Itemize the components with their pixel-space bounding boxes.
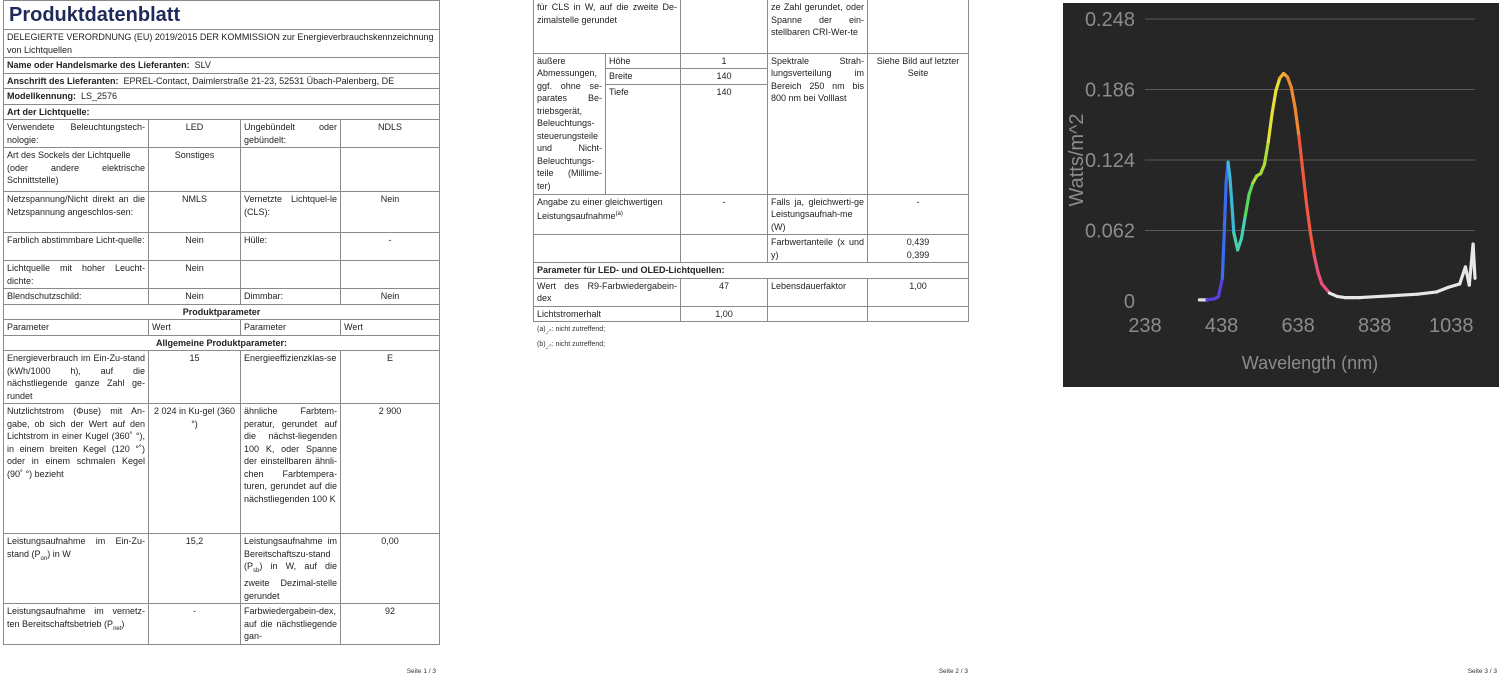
footnote-mark: (b)	[537, 341, 546, 348]
standby-power-text2: ) in W, auf die zweite Dezimal-stelle gerundet	[244, 561, 337, 601]
cap-type-label	[4, 148, 149, 192]
net-standby-value: -	[149, 604, 241, 645]
col-header-parameter: Parameter	[241, 320, 341, 336]
footnote-a	[537, 326, 605, 335]
tech-label: Verwendete Beleuchtungstech-nologie:	[4, 120, 149, 148]
page-number: Seite 2 / 3	[938, 668, 968, 675]
energy-class-value: E	[341, 351, 440, 404]
spectral-distribution-label: Spektrale Strah-lungsverteilung im Bereich 250 nm bis 800 nm bei Volllast	[768, 53, 868, 194]
mains-label: Netzspannung/Nicht direkt an die Netzspannung angeschlos-sen:	[4, 192, 149, 233]
address-value: EPREL-Contact, Daimlerstraße 21-23, 52531 Übach-Palenberg, DE	[123, 75, 395, 86]
spectrum-segment	[1360, 296, 1379, 297]
y-tick-label: 0.248	[1084, 9, 1135, 31]
spectrum-segment	[1241, 216, 1245, 239]
high-luminance-value: Nein	[149, 261, 241, 289]
supplier-row	[4, 58, 440, 74]
spectrum-segment	[1310, 233, 1314, 256]
model-label: Modellkennung:	[7, 91, 76, 101]
energy-consumption-value: 15	[149, 351, 241, 404]
equivalent-power-value: -	[681, 194, 768, 235]
footnote-sub: „-“	[545, 329, 552, 336]
dimmable-label: Dimmbar:	[241, 289, 341, 305]
x-tick-label: 638	[1281, 315, 1315, 337]
cap-type-value: Sonstiges	[149, 148, 241, 192]
net-standby-text: Leistungsaufnahme im vernetz-ten Bereitschaftsbetrieb (P	[7, 606, 145, 629]
equivalent-power-label	[534, 194, 681, 235]
x-tick-label: 438	[1204, 315, 1239, 337]
x-tick-label: 838	[1358, 315, 1392, 337]
spectrum-segment	[1249, 183, 1253, 194]
mains-value: NMLS	[149, 192, 241, 233]
spectral-distribution-value: Siehe Bild auf letzter Seite	[868, 53, 969, 194]
equivalent-power-w-value: -	[868, 194, 969, 235]
spectrum-segment	[1287, 77, 1291, 87]
empty-cell	[681, 0, 768, 53]
on-mode-power-label	[4, 534, 149, 604]
supplier-value: SLV	[194, 60, 211, 70]
spectrum-segment	[1303, 170, 1307, 204]
dim-height-label: Höhe	[606, 53, 681, 69]
luminous-flux-label: Nutzlichtstrom (Φuse) mit An-gabe, ob sich der Wert auf den Lichtstrom in einer Kugel (360˚ °), in einem breiten Kegel (120 °˚) oder in einem schmalen Kegel (90˚ °) bezieht	[4, 404, 149, 534]
y-tick-label: 0	[1123, 291, 1135, 313]
cri-value: 92	[341, 604, 440, 645]
model-row	[4, 89, 440, 105]
equivalent-power-w-label: Falls ja, gleichwerti-ge Leistungsaufnah-me (W)	[768, 194, 868, 235]
spectrum-segment	[1437, 287, 1448, 292]
cap-type-line1: Art des Sockels der Lichtquelle	[7, 150, 131, 160]
spectrum-segment	[1314, 256, 1318, 273]
lumen-maintenance-label: Lichtstromerhalt	[534, 306, 681, 322]
directional-value: NDLS	[341, 120, 440, 148]
luminous-flux-value: 2 024 in Ku-gel (360 °)	[149, 404, 241, 534]
spectrum-segment	[1230, 178, 1232, 204]
directional-label: Ungebündelt oder gebündelt:	[241, 120, 341, 148]
empty-cell	[341, 148, 440, 192]
r9-value: 47	[681, 278, 768, 306]
spectrum-segment	[1322, 284, 1330, 293]
energy-class-label: Energieeffizienzklas-se	[241, 351, 341, 404]
net-standby-label	[4, 604, 149, 645]
spectrum-segment	[1473, 244, 1475, 278]
x-axis-label: Wavelength (nm)	[1241, 353, 1379, 373]
on-mode-power-unit: ) in W	[47, 548, 71, 559]
x-tick-label: 1038	[1429, 315, 1474, 337]
cct-value: 2 900	[341, 404, 440, 534]
x-tick-label: 238	[1128, 315, 1162, 337]
cct-label: ähnliche Farbtem-peratur, gerundet auf die nächst-liegenden 100 K, oder Spanne der einstellbaren ähnli-chen Farbtempera-turen, gerundet auf die nächstliegenden 100 K	[241, 404, 341, 534]
empty-cell	[341, 261, 440, 289]
envelope-value: -	[341, 233, 440, 261]
standby-power-label	[241, 534, 341, 604]
dim-width-value: 140	[681, 69, 768, 85]
spectrum-segment	[1272, 91, 1276, 114]
supplier-label: Name oder Handelsmarke des Lieferanten:	[7, 60, 190, 70]
cls-value: Nein	[341, 192, 440, 233]
datasheet-table-page2	[533, 0, 969, 322]
spectrum-plot	[1063, 3, 1499, 387]
subscript: net	[113, 625, 122, 632]
survival-factor-value: 1,00	[868, 278, 969, 306]
standby-power-value: 0,00	[341, 534, 440, 604]
standby-power-text: Leistungsaufnahme im Bereitschaftszu-stand (P	[244, 536, 337, 571]
footnote-ref: (a)	[615, 211, 623, 217]
spectrum-segment	[1418, 292, 1437, 294]
spectrum-segment	[1295, 108, 1299, 136]
footnote-mark: (a)	[537, 326, 546, 333]
cri-continued: ze Zahl gerundet, oder Spanne der ein-stellbaren CRI-Wer-te	[768, 0, 868, 53]
chromaticity-x: 0,439	[906, 237, 930, 247]
col-header-value: Wert	[149, 320, 241, 336]
spectrum-segment	[1222, 233, 1224, 278]
tunable-value: Nein	[149, 233, 241, 261]
chromaticity-values	[868, 235, 969, 263]
subscript: on	[40, 555, 48, 562]
anti-glare-value: Nein	[149, 289, 241, 305]
datasheet-table-page1	[3, 0, 440, 645]
lumen-maintenance-value: 1,00	[681, 306, 768, 322]
spectrum-segment	[1299, 136, 1303, 170]
chromaticity-y: 0,399	[906, 249, 930, 260]
y-tick-label: 0.124	[1084, 150, 1135, 172]
spectrum-segment	[1219, 278, 1223, 296]
cls-label: Vernetzte Lichtquel-le (CLS):	[241, 192, 341, 233]
survival-factor-label: Lebensdauerfaktor	[768, 278, 868, 306]
spectral-distribution-chart	[1063, 3, 1499, 387]
spectrum-segment	[1307, 204, 1311, 232]
high-luminance-label: Lichtquelle mit hoher Leucht-dichte:	[4, 261, 149, 289]
spectrum-segment	[1379, 295, 1398, 296]
cap-type-line2: (oder andere elektrische Schnittstelle)	[7, 162, 145, 185]
net-standby-close: )	[121, 618, 125, 629]
dimmable-value: Nein	[341, 289, 440, 305]
dimensions-label: äußere Abmessungen, ggf. ohne se-parates Be-triebsgerät, Beleuchtungs-steuerungsteile und Nicht-Beleuchtungs-teile (Millime-ter)	[534, 53, 606, 194]
footnote-sub: „-“	[545, 344, 552, 351]
on-mode-power-value: 15,2	[149, 534, 241, 604]
spectrum-segment	[1268, 113, 1272, 141]
empty-cell	[868, 306, 969, 322]
page-number: Seite 1 / 3	[406, 668, 436, 675]
spectrum-segment	[1264, 142, 1268, 165]
col-header-parameter: Parameter	[4, 320, 149, 336]
footnote-b	[537, 341, 605, 350]
dim-height-value: 1	[681, 53, 768, 69]
dim-depth-label: Tiefe	[606, 84, 681, 194]
general-params-heading: Allgemeine Produktparameter:	[4, 335, 440, 351]
address-row	[4, 73, 440, 89]
envelope-label: Hülle:	[241, 233, 341, 261]
net-standby-continued: für CLS in W, auf die zweite De-zimalstelle gerundet	[534, 0, 681, 53]
dim-depth-value: 140	[681, 84, 768, 194]
page-2	[533, 0, 973, 678]
col-header-value: Wert	[341, 320, 440, 336]
tech-value: LED	[149, 120, 241, 148]
subscript: sb	[253, 567, 260, 574]
dim-width-label: Breite	[606, 69, 681, 85]
empty-cell	[241, 261, 341, 289]
page-number: Seite 3 / 3	[1467, 668, 1497, 675]
empty-cell	[241, 148, 341, 192]
empty-cell	[868, 0, 969, 53]
light-source-type-heading: Art der Lichtquelle:	[4, 104, 440, 120]
r9-label: Wert des R9-Farbwiedergabein-dex	[534, 278, 681, 306]
page-title: Produktdatenblatt	[4, 1, 440, 30]
energy-consumption-label: Energieverbrauch im Ein-Zu-stand (kWh/1000 h), auf die nächstliegende ganze Zahl ge-rundet	[4, 351, 149, 404]
spectrum-segment	[1238, 238, 1242, 249]
empty-cell	[768, 306, 868, 322]
spectrum-segment	[1276, 78, 1280, 91]
chromaticity-label: Farbwertanteile (x und y)	[768, 235, 868, 263]
spectrum-segment	[1245, 194, 1249, 216]
empty-cell	[534, 235, 681, 263]
empty-cell	[681, 235, 768, 263]
spectrum-segment	[1228, 162, 1230, 178]
page-1	[0, 0, 440, 678]
y-axis-label: Watts/m^2	[1066, 113, 1088, 207]
spectrum-segment	[1448, 284, 1459, 287]
spectrum-segment	[1224, 182, 1226, 233]
equivalent-power-text: Angabe zu einer gleichwertigen Leistungsaufnahme	[537, 196, 663, 221]
model-value: LS_2576	[81, 91, 118, 101]
on-mode-power-text: Leistungsaufnahme im Ein-Zu-stand (P	[7, 536, 145, 559]
product-params-heading: Produktparameter	[4, 304, 440, 320]
regulation-subtitle: DELEGIERTE VERORDNUNG (EU) 2019/2015 DER KOMMISSION zur Energieverbrauchskennzeichnung von Lichtquellen	[4, 30, 440, 58]
spectrum-segment	[1398, 294, 1417, 295]
y-tick-label: 0.062	[1084, 220, 1135, 243]
spectrum-segment	[1318, 273, 1322, 284]
led-params-heading: Parameter für LED- und OLED-Lichtquellen:	[534, 263, 969, 279]
spectrum-segment	[1232, 204, 1234, 232]
footnote-text: : nicht zutreffend;	[551, 341, 606, 348]
address-label: Anschrift des Lieferanten:	[7, 75, 119, 86]
y-tick-label: 0.186	[1084, 79, 1135, 102]
spectrum-segment	[1291, 87, 1295, 107]
footnote-text: : nicht zutreffend;	[551, 326, 606, 333]
tunable-label: Farblich abstimmbare Licht-quelle:	[4, 233, 149, 261]
anti-glare-label: Blendschutzschild:	[4, 289, 149, 305]
cri-label: Farbwiedergabein-dex, auf die nächstliegende gan-	[241, 604, 341, 645]
